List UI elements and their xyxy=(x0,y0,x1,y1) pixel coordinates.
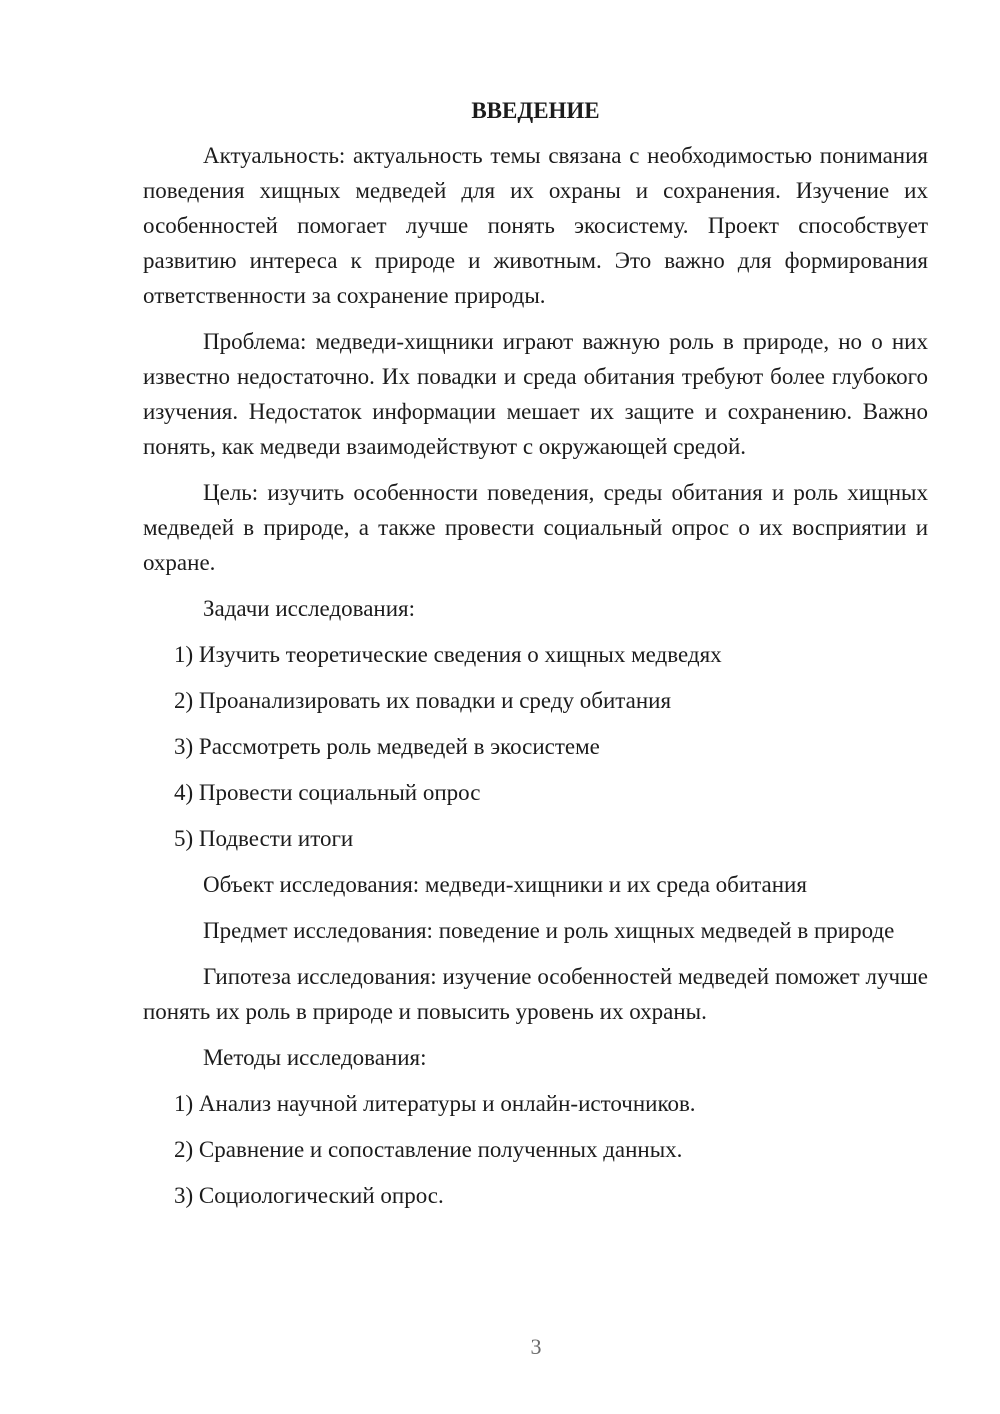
tasks-list xyxy=(143,637,928,856)
page-content xyxy=(143,93,928,1224)
problem-paragraph: Проблема: медведи-хищники играют важную роль в природе, но о них известно недостаточно. Их повадки и среда обитания требуют более глубокого изучения. Недостаток информации мешает их защите и сохранению. Важно понять, как медведи взаимодействуют с окружающей средой. xyxy=(143,329,928,459)
page-number: 3 xyxy=(530,1334,542,1359)
task-item: 4) Провести социальный опрос xyxy=(174,780,481,805)
object-paragraph: Объект исследования: медведи-хищники и их среда обитания xyxy=(203,872,807,897)
page-title: ВВЕДЕНИЕ xyxy=(471,98,600,123)
hypothesis-paragraph: Гипотеза исследования: изучение особенностей медведей поможет лучше понять их роль в природе и повысить уровень их охраны. xyxy=(143,964,928,1024)
method-item: 2) Сравнение и сопоставление полученных данных. xyxy=(174,1137,683,1162)
tasks-heading: Задачи исследования: xyxy=(203,596,416,621)
task-item: 1) Изучить теоретические сведения о хищных медведях xyxy=(174,642,722,667)
task-item: 3) Рассмотреть роль медведей в экосистеме xyxy=(174,734,600,759)
task-item: 2) Проанализировать их повадки и среду обитания xyxy=(174,688,672,713)
task-item: 5) Подвести итоги xyxy=(174,826,354,851)
relevance-paragraph: Актуальность: актуальность темы связана с необходимостью понимания поведения хищных медведей для их охраны и сохранения. Изучение их особенностей помогает лучше понять экосистему. Проект способствует развитию интереса к природе и животным. Это важно для формирования ответственности за сохранение природы. xyxy=(143,143,928,308)
method-item: 3) Социологический опрос. xyxy=(174,1183,444,1208)
method-item: 1) Анализ научной литературы и онлайн-источников. xyxy=(174,1091,696,1116)
methods-heading: Методы исследования: xyxy=(203,1045,427,1070)
subject-paragraph: Предмет исследования: поведение и роль хищных медведей в природе xyxy=(203,918,895,943)
goal-paragraph: Цель: изучить особенности поведения, среды обитания и роль хищных медведей в природе, а также провести социальный опрос о их восприятии и охране. xyxy=(143,480,928,575)
methods-list xyxy=(143,1086,928,1213)
